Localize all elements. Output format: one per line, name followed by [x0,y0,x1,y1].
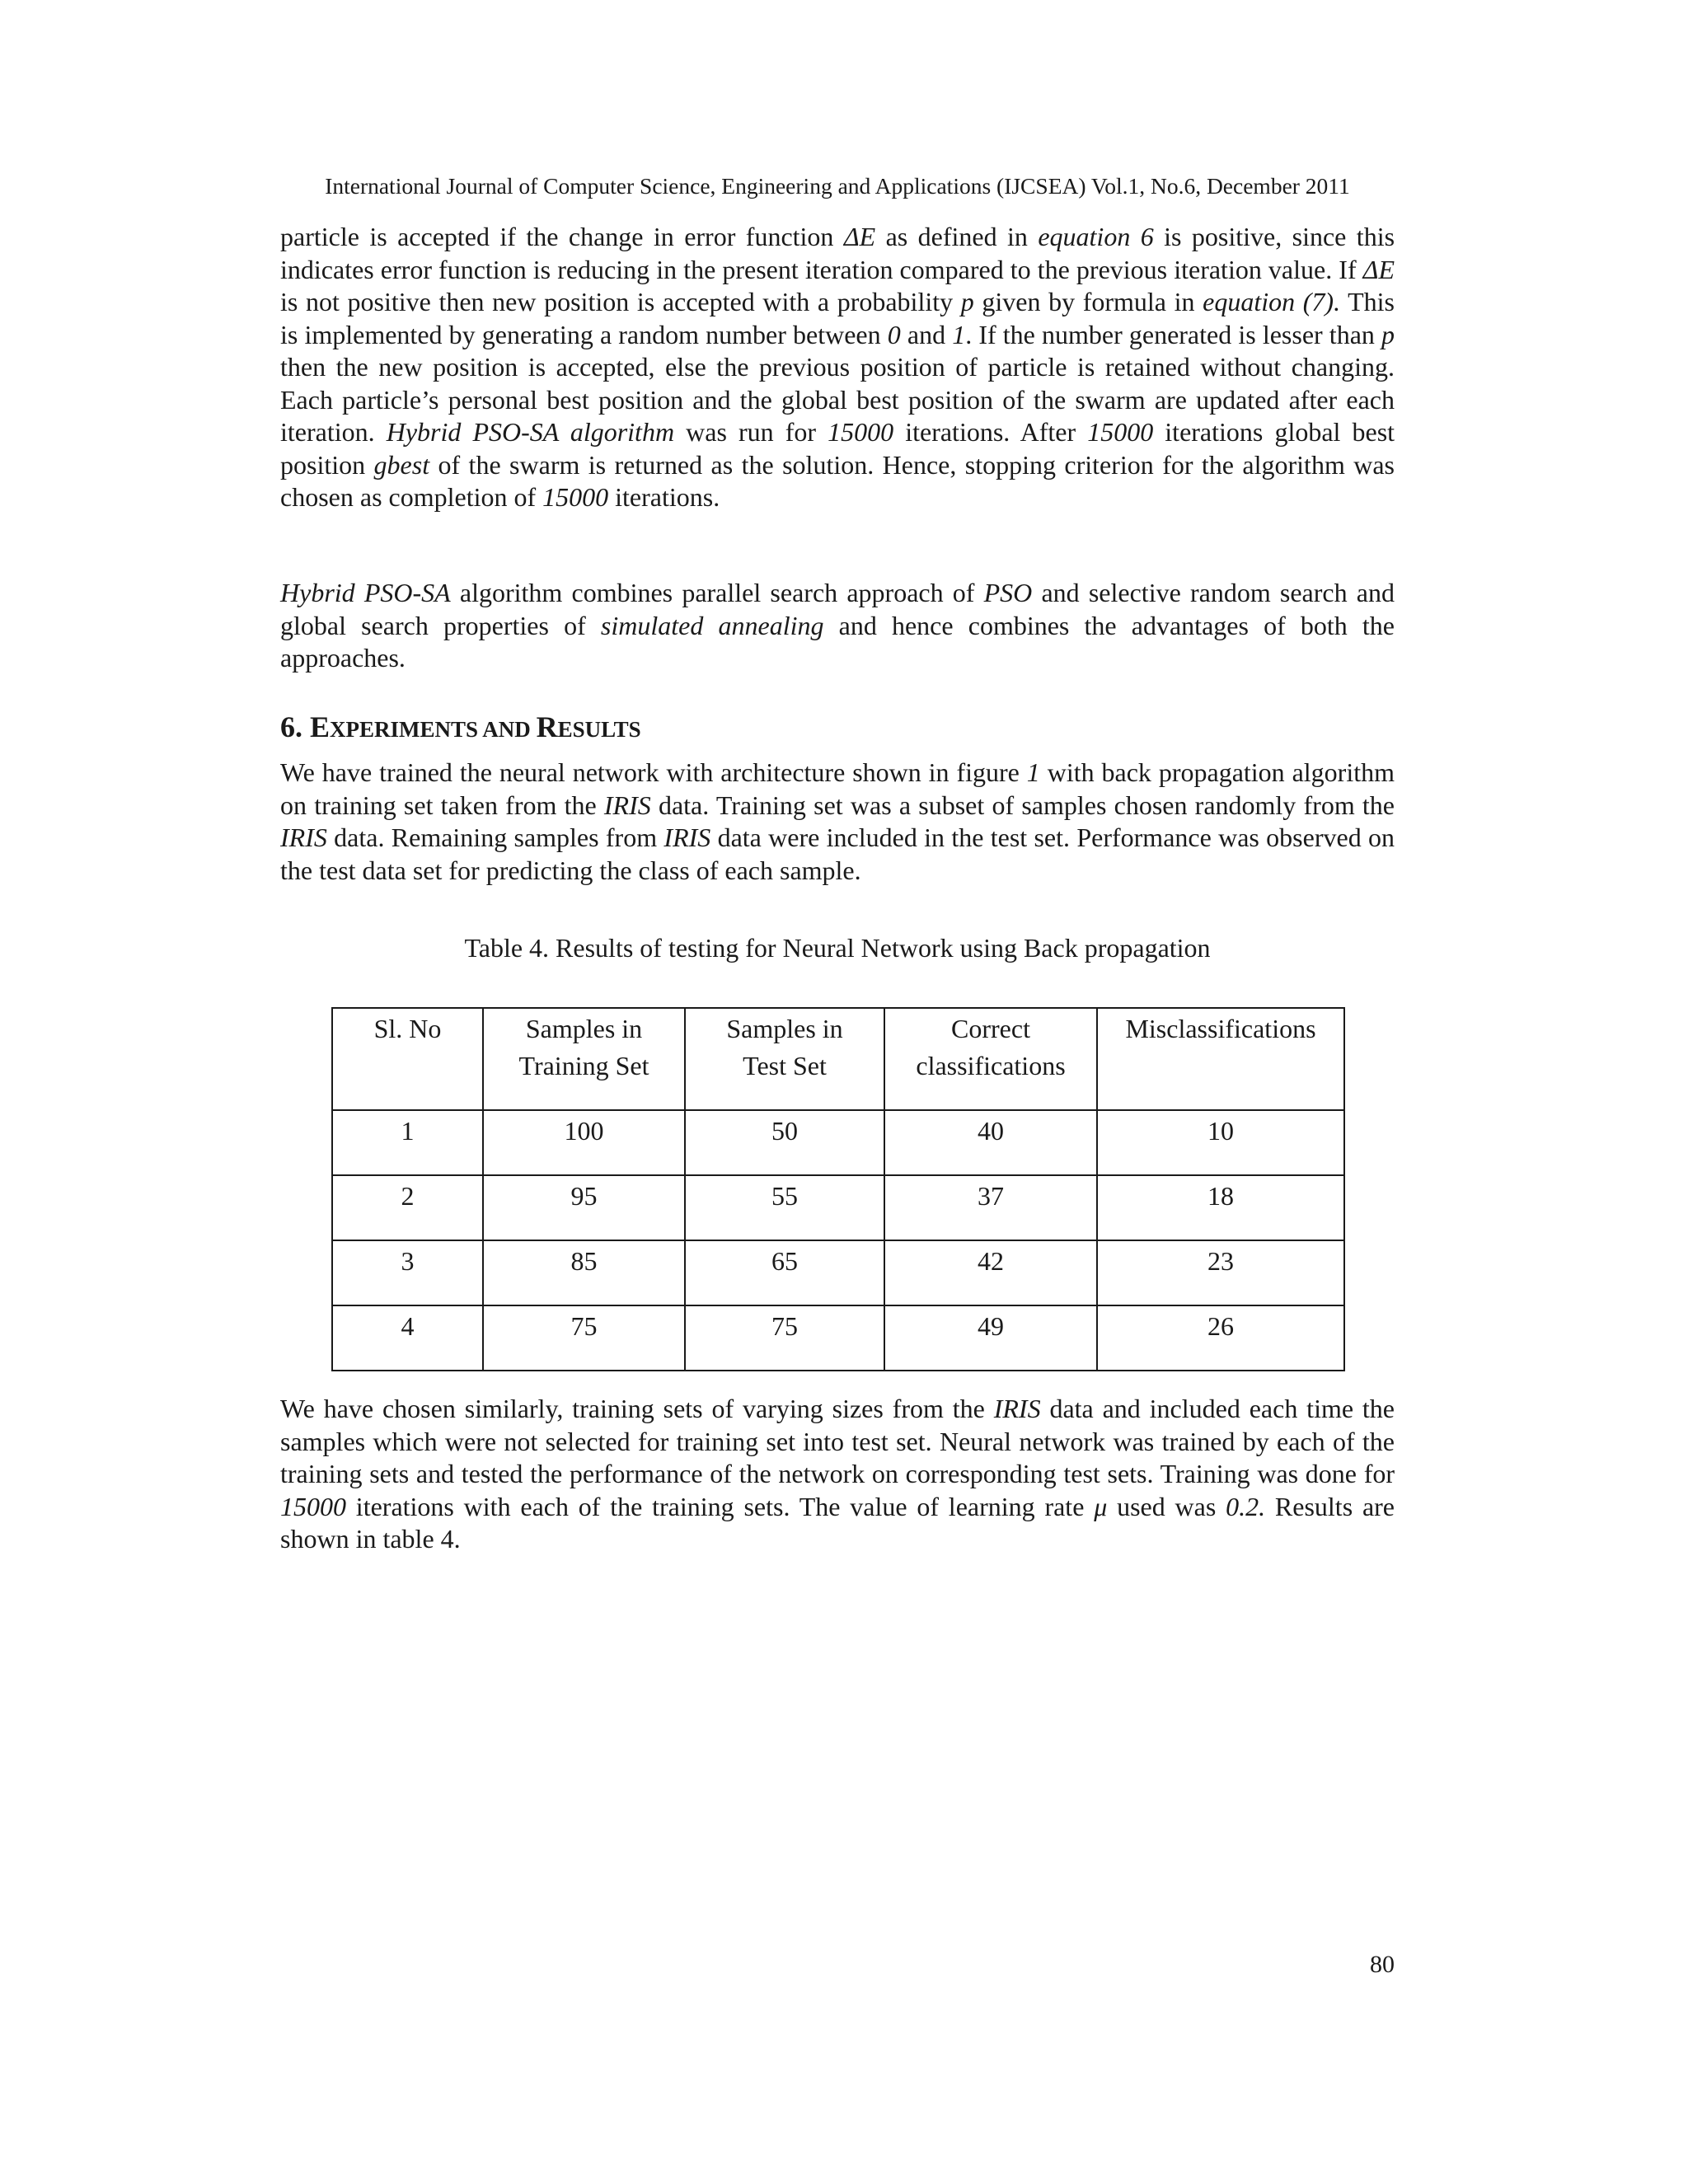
text-run: We have chosen similarly, training sets of varying sizes from the [280,1394,994,1423]
text-run: and [900,319,953,349]
text-run: data were included in the test set. Performance was observed on the test data set for predicting the class of each sample. [280,823,1395,885]
paragraph-pso-sa-acceptance [280,221,1395,514]
table-cell: 95 [483,1175,685,1240]
table-cell: 4 [332,1305,483,1371]
text-run: was run for [674,417,828,447]
header-line: Misclassifications [1125,1014,1316,1043]
text-run: 1 [1026,757,1040,787]
header-line: Test Set [743,1051,827,1080]
header-samples-training [483,1008,685,1110]
text-run: IRIS [280,823,327,852]
header-line: Correct [951,1014,1030,1043]
table-cell: 55 [685,1175,884,1240]
text-run: algorithm combines parallel search approach of [450,578,984,607]
text-run: IRIS [663,823,711,852]
text-run: particle is accepted if the change in error function [280,222,844,251]
journal-header: International Journal of Computer Science, Engineering and Applications (IJCSEA) Vol.1, No.6, December 2011 [325,173,1350,199]
text-run: ΔE [1362,254,1395,284]
table-cell: 75 [685,1305,884,1371]
section-word2-rest: ESULTS [557,717,641,742]
text-run: 15000 [542,482,609,512]
text-run: . If the number generated is lesser than [965,319,1382,349]
text-run: 0.2. [1226,1491,1266,1521]
text-run: then the new position is accepted, else the previous position of particle is retained without changing. Each particle’s personal best position and the global best position of the swarm are updated after each iteration. [280,352,1395,447]
text-run: data. Remaining samples from [326,823,664,852]
table-cell: 49 [884,1305,1097,1371]
table-row [332,1305,1344,1371]
table-cell: 18 [1097,1175,1344,1240]
text-run: as defined in [875,222,1039,251]
results-table [331,1007,1345,1371]
table-cell: 65 [685,1240,884,1305]
text-run: of the swarm is returned as the solution. Hence, stopping criterion for the algorithm was chosen as completion of [280,449,1395,512]
table-cell: 3 [332,1240,483,1305]
text-run: equation 6 [1038,222,1154,251]
text-run: 15000 [1087,417,1154,447]
text-run: Results are shown in table 4. [280,1491,1395,1554]
table-cell: 42 [884,1240,1097,1305]
header-line: Samples in [726,1014,843,1043]
section-and-word: AND [478,717,537,742]
section-heading-experiments-results [280,710,641,746]
header-line: Training Set [518,1051,649,1080]
table-row [332,1110,1344,1175]
text-run: iterations. [608,482,720,512]
table-cell: 100 [483,1110,685,1175]
header-samples-test [685,1008,884,1110]
text-run: 1 [952,319,966,349]
text-run: Hybrid PSO-SA algorithm [386,417,675,447]
table-cell: 40 [884,1110,1097,1175]
paragraph-training-sets [280,1393,1395,1556]
text-run: iterations global best position [280,417,1395,480]
text-run: and selective random search and global search properties of [280,578,1395,640]
text-run: used was [1107,1491,1226,1521]
text-run: iterations with each of the training sets. The value of learning rate [346,1491,1095,1521]
text-run: p [1381,319,1395,349]
table-caption: Table 4. Results of testing for Neural Network using Back propagation [464,933,1211,963]
text-run: This is implemented by generating a random number between [280,287,1395,349]
text-run: PSO [983,578,1033,607]
text-run: simulated annealing [600,610,824,640]
text-run: 15000 [828,417,894,447]
text-run: iterations. After [893,417,1088,447]
paragraph-hybrid-summary [280,577,1395,675]
table-row [332,1175,1344,1240]
header-misclassifications [1097,1008,1344,1110]
header-line: Samples in [525,1014,643,1043]
header-correct [884,1008,1097,1110]
table-cell: 85 [483,1240,685,1305]
section-word1-rest: XPERIMENTS [330,717,479,742]
text-run: and hence combines the advantages of both the approaches. [280,610,1395,673]
text-run: is not positive then new position is accepted with a probability [280,287,961,316]
section-word2-initial: R [536,710,558,743]
header-line: Sl. No [373,1014,442,1043]
text-run: Hybrid PSO-SA [280,578,451,607]
table-row [332,1240,1344,1305]
table-cell: 26 [1097,1305,1344,1371]
table-cell: 75 [483,1305,685,1371]
text-run: gbest [373,449,430,480]
header-line: classifications [916,1051,1066,1080]
table-cell: 50 [685,1110,884,1175]
text-run: We have trained the neural network with architecture shown in figure [280,757,1027,787]
page-number: 80 [1370,1951,1395,1978]
table-cell: 2 [332,1175,483,1240]
text-run: p [960,287,974,316]
table-cell: 1 [332,1110,483,1175]
text-run: μ [1094,1491,1108,1521]
text-run: IRIS [603,790,651,820]
text-run: with back propagation algorithm on training set taken from the [280,757,1395,820]
header-sl-no [332,1008,483,1110]
text-run: data and included each time the samples which were not selected for training set into test set. Neural network was trained by each of the training sets and tested the performance of the network on corresponding test sets. Training was done for [280,1394,1395,1488]
text-run: ΔE [843,222,876,251]
text-run: IRIS [993,1394,1041,1423]
text-run: 15000 [280,1491,346,1521]
table-cell: 10 [1097,1110,1344,1175]
text-run: given by formula in [973,287,1203,316]
text-run: is positive, since this indicates error function is reducing in the present iteration compared to the previous iteration value. If [280,222,1395,284]
text-run: 0 [887,319,901,349]
table-cell: 37 [884,1175,1097,1240]
section-number: 6. [280,710,310,743]
text-run: equation (7). [1203,287,1341,316]
text-run: data. Training set was a subset of samples chosen randomly from the [650,790,1395,820]
table-header-row [332,1008,1344,1110]
paragraph-training-description [280,757,1395,887]
table-cell: 23 [1097,1240,1344,1305]
section-word1-initial: E [310,710,331,743]
